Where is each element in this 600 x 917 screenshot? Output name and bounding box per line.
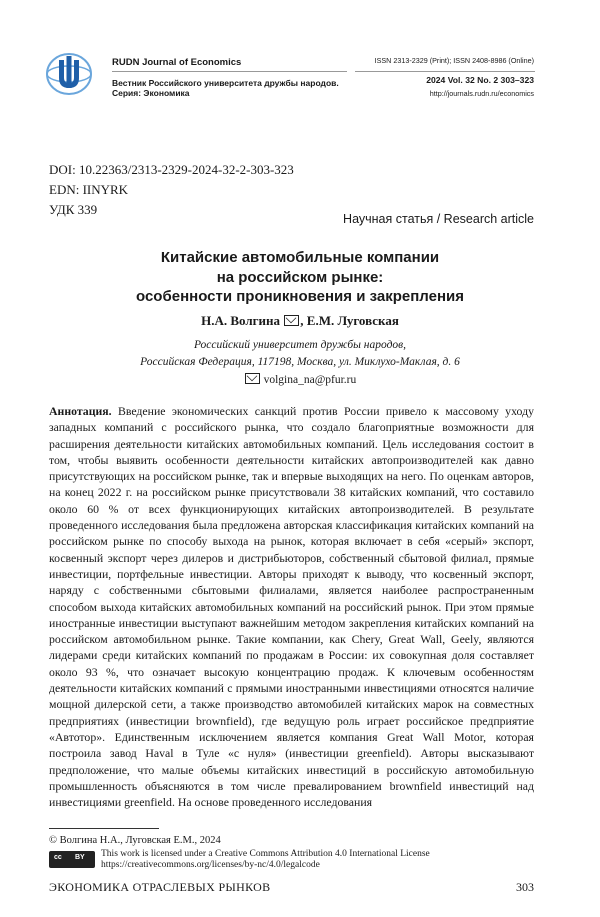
journal-url-link[interactable]: http://journals.rudn.ru/economics bbox=[429, 89, 534, 98]
license-link[interactable]: https://creativecommons.org/licenses/by-nc/4.0/legalcode bbox=[101, 860, 320, 870]
abstract-label: Аннотация. bbox=[49, 404, 112, 418]
doi[interactable]: DOI: 10.22363/2313-2329-2024-32-2-303-323 bbox=[49, 162, 294, 177]
email-link[interactable]: volgina_na@pfur.ru bbox=[263, 374, 357, 386]
article-identifiers bbox=[49, 160, 294, 220]
cc-badge-label: cc bbox=[54, 854, 62, 861]
journal-subtitle-line: Вестник Российского университета дружбы народов. bbox=[112, 78, 339, 88]
by-badge-label: BY bbox=[75, 854, 85, 861]
author-name: , Е.М. Луговская bbox=[300, 313, 399, 328]
footnote-divider bbox=[49, 828, 159, 829]
journal-name: RUDN Journal of Economics bbox=[112, 57, 242, 68]
contact-email bbox=[0, 373, 600, 386]
header-divider bbox=[112, 71, 347, 72]
journal-subtitle-line: Серия: Экономика bbox=[112, 88, 190, 98]
section-name: ЭКОНОМИКА ОТРАСЛЕВЫХ РЫНКОВ bbox=[49, 880, 271, 894]
udk: УДК 339 bbox=[49, 202, 98, 217]
title-line: на российском рынке: bbox=[216, 268, 384, 286]
header-divider bbox=[355, 71, 535, 72]
license-text: This work is licensed under a Creative Commons Attribution 4.0 International License bbox=[101, 849, 430, 859]
envelope-icon[interactable] bbox=[284, 315, 299, 326]
license bbox=[101, 849, 430, 871]
edn: EDN: IINYRK bbox=[49, 182, 129, 197]
affiliation bbox=[0, 337, 600, 371]
volume-info: 2024 Vol. 32 No. 2 303–323 bbox=[426, 75, 534, 85]
rudn-logo-icon bbox=[45, 52, 93, 96]
journal-subtitle bbox=[112, 78, 339, 98]
copyright: © Волгина Н.А., Луговская Е.М., 2024 bbox=[49, 835, 221, 846]
article-title bbox=[0, 248, 600, 307]
article-type: Научная статья / Research article bbox=[343, 212, 534, 226]
page-number: 303 bbox=[516, 880, 534, 894]
author-name: Н.А. Волгина bbox=[201, 313, 281, 328]
abstract bbox=[49, 403, 534, 810]
issn: ISSN 2313-2329 (Print); ISSN 2408-8986 (Online) bbox=[374, 56, 534, 65]
title-line: особенности проникновения и закрепления bbox=[136, 288, 464, 305]
affiliation-line: Российская Федерация, 117198, Москва, ул. Миклухо-Маклая, д. 6 bbox=[140, 356, 460, 368]
cc-license-badge-icon[interactable] bbox=[49, 851, 95, 868]
authors bbox=[0, 313, 600, 329]
envelope-icon bbox=[245, 373, 260, 384]
affiliation-line: Российский университет дружбы народов, bbox=[193, 339, 407, 351]
title-line: Китайские автомобильные компании bbox=[160, 249, 440, 266]
abstract-text: Введение экономических санкций против России привело к массовому уходу западных компаний с российского рынка, что создало благоприятные возможности для расширения деятельности китайских автомобильных компаний. Цель исследования состоит в том, чтобы выявить особенности деятельности китайских автопроизводителей как давно присутствующих на российском рынке, так и впервые выходящих на него. По оценкам авторов, на конец 2022 г. на российском рынке присутствовали 38 китайских компаний, что составило около 60 % от всех функционирующих китайских автопроизводителей. В результате проведенного исследования была предложена авторская классификация китайских компаний на российском рынке по способу выхода на рынок, которая включает в себя «серый» экспорт, косвенный экспорт через дилеров и дистрибьюторов, собственный сбытовой филиал, прямые инвестиции, портфельные инвестиции. Авторы приходят к выводу, что косвенный экспорт, наряду с собственными сбытовыми филиалами, является наиболее распространенным способом выхода китайских автомобильных компаний на российский рынок. При этом прямые иностранные инвестиции выступают важнейшим методом закрепления китайских компаний на российском автомобильном рынке. Такие компании, как Chery, Great Wall, Geely, являются лидерами среди китайских компаний по продажам в России: их совокупная доля составляет около 93 %, что означает высокую концентрацию продаж. К ключевым особенностям деятельности китайских компаний с прямыми иностранными инвестициями относятся наличие мощной дилерской сети, а также производство автомобилей китайских марок на совместных предприятиях (инвестиции brownfield), где ведущую роль играет российское предприятие «Автотор». Единственным исключением является компания Great Wall Motor, которая построила завод Haval в Туле «с нуля» (инвестиции greenfield). Авторы высказывают предположение, что малые объемы китайских инвестиций в российскую автомобильную промышленность объясняются в том числе превалированием brownfield инвестиций над инвестициями greenfield. На основе проведенного исследования bbox=[49, 404, 534, 810]
